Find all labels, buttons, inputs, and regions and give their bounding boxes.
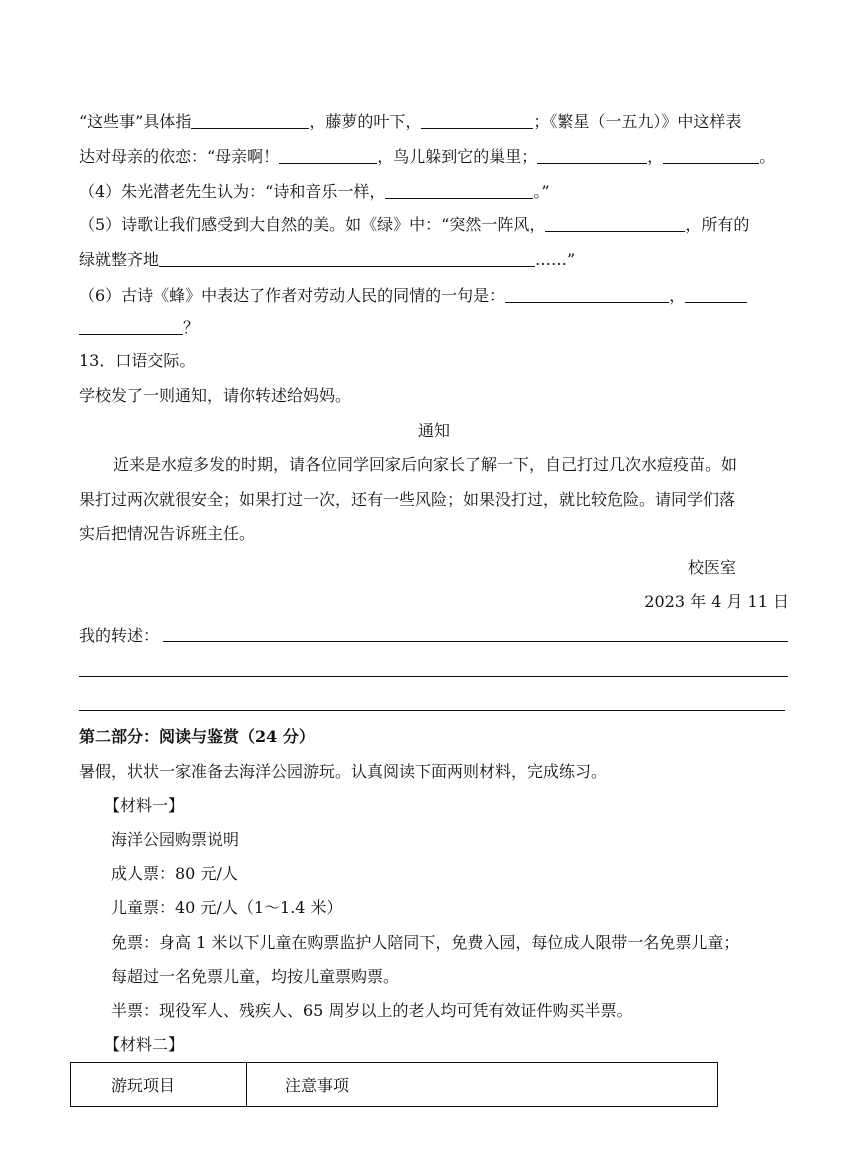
notice-line-2: 果打过两次就很安全；如果打过一次，还有一些风险；如果没打过，就比较危险。请同学们落 [79, 490, 736, 509]
table-header-cell: 注意事项 [247, 1063, 718, 1107]
answer-blank[interactable] [385, 182, 533, 199]
text: （6）古诗《蜂》中表达了作者对劳动人民的同情的一句是： [79, 286, 506, 305]
text: ，鸟儿躲到它的巢里； [377, 147, 538, 166]
answer-blank[interactable] [663, 147, 759, 164]
answer-line-3[interactable] [79, 710, 785, 711]
item-5 [79, 215, 749, 235]
fill-line-1 [79, 112, 741, 132]
text: ；《繁星（一五九）》中这样表 [533, 112, 742, 131]
answer-line-1[interactable] [163, 641, 788, 642]
activities-table [70, 1062, 718, 1107]
table-row [71, 1063, 718, 1107]
text: ，藤萝的叶下， [309, 112, 422, 131]
notice-signature: 校医室 [688, 558, 737, 577]
item-5-cont [79, 250, 575, 270]
text: 。 [759, 147, 776, 166]
q13-heading: 13．口语交际。 [79, 351, 196, 370]
text: ？ [183, 318, 200, 337]
answer-blank[interactable] [505, 286, 669, 303]
text: 。” [533, 182, 550, 201]
text: ……” [535, 250, 576, 269]
m1-adult: 成人票：80 元/人 [111, 864, 238, 883]
answer-line-2[interactable] [79, 676, 788, 677]
text: ，所有的 [685, 215, 750, 234]
m1-free-2: 每超过一名免票儿童，均按儿童票购票。 [111, 967, 400, 986]
answer-blank[interactable] [685, 286, 747, 303]
answer-blank[interactable] [421, 112, 533, 129]
text: ， [647, 147, 664, 166]
answer-blank[interactable] [159, 250, 535, 267]
m1-child: 儿童票：40 元/人（1～1.4 米） [111, 898, 343, 917]
answer-label: 我的转述： [79, 626, 160, 645]
table-header-cell: 游玩项目 [71, 1063, 247, 1107]
item-6-cont [79, 318, 199, 338]
m1-half: 半票：现役军人、残疾人、65 周岁以上的老人均可凭有效证件购买半票。 [111, 1001, 633, 1020]
text: （5）诗歌让我们感受到大自然的美。如《绿》中：“突然一阵风， [79, 215, 546, 234]
text: 绿就整齐地 [79, 250, 160, 269]
m1-free-1: 免票：身高 1 米以下儿童在购票监护人陪同下，免费入园，每位成人限带一名免票儿童； [111, 933, 740, 952]
m1-title: 海洋公园购票说明 [111, 830, 240, 849]
material1-label: 【材料一】 [104, 796, 185, 815]
answer-blank[interactable] [279, 147, 377, 164]
material2-label: 【材料二】 [104, 1035, 185, 1054]
text: ， [669, 286, 686, 305]
item-6 [79, 286, 747, 306]
text: （4）朱光潜老先生认为：“诗和音乐一样， [79, 182, 386, 201]
answer-blank[interactable] [545, 215, 685, 232]
text: “这些事”具体指 [79, 112, 192, 131]
part2-intro: 暑假，状状一家准备去海洋公园游玩。认真阅读下面两则材料，完成练习。 [79, 762, 608, 781]
fill-line-2 [79, 147, 775, 167]
notice-date: 2023 年 4 月 11 日 [644, 592, 789, 611]
answer-blank[interactable] [191, 112, 309, 129]
notice-line-3: 实后把情况告诉班主任。 [79, 524, 256, 543]
notice-line-1: 近来是水痘多发的时期，请各位同学回家后向家长了解一下，自己打过几次水痘疫苗。如 [113, 455, 738, 474]
text: 达对母亲的依恋：“母亲啊！ [79, 147, 280, 166]
item-4 [79, 182, 550, 202]
answer-blank[interactable] [537, 147, 647, 164]
notice-title: 通知 [417, 421, 450, 440]
answer-blank[interactable] [79, 318, 183, 335]
part2-heading: 第二部分：阅读与鉴赏（24 分） [79, 727, 315, 746]
q13-intro: 学校发了一则通知，请你转述给妈妈。 [79, 386, 352, 405]
